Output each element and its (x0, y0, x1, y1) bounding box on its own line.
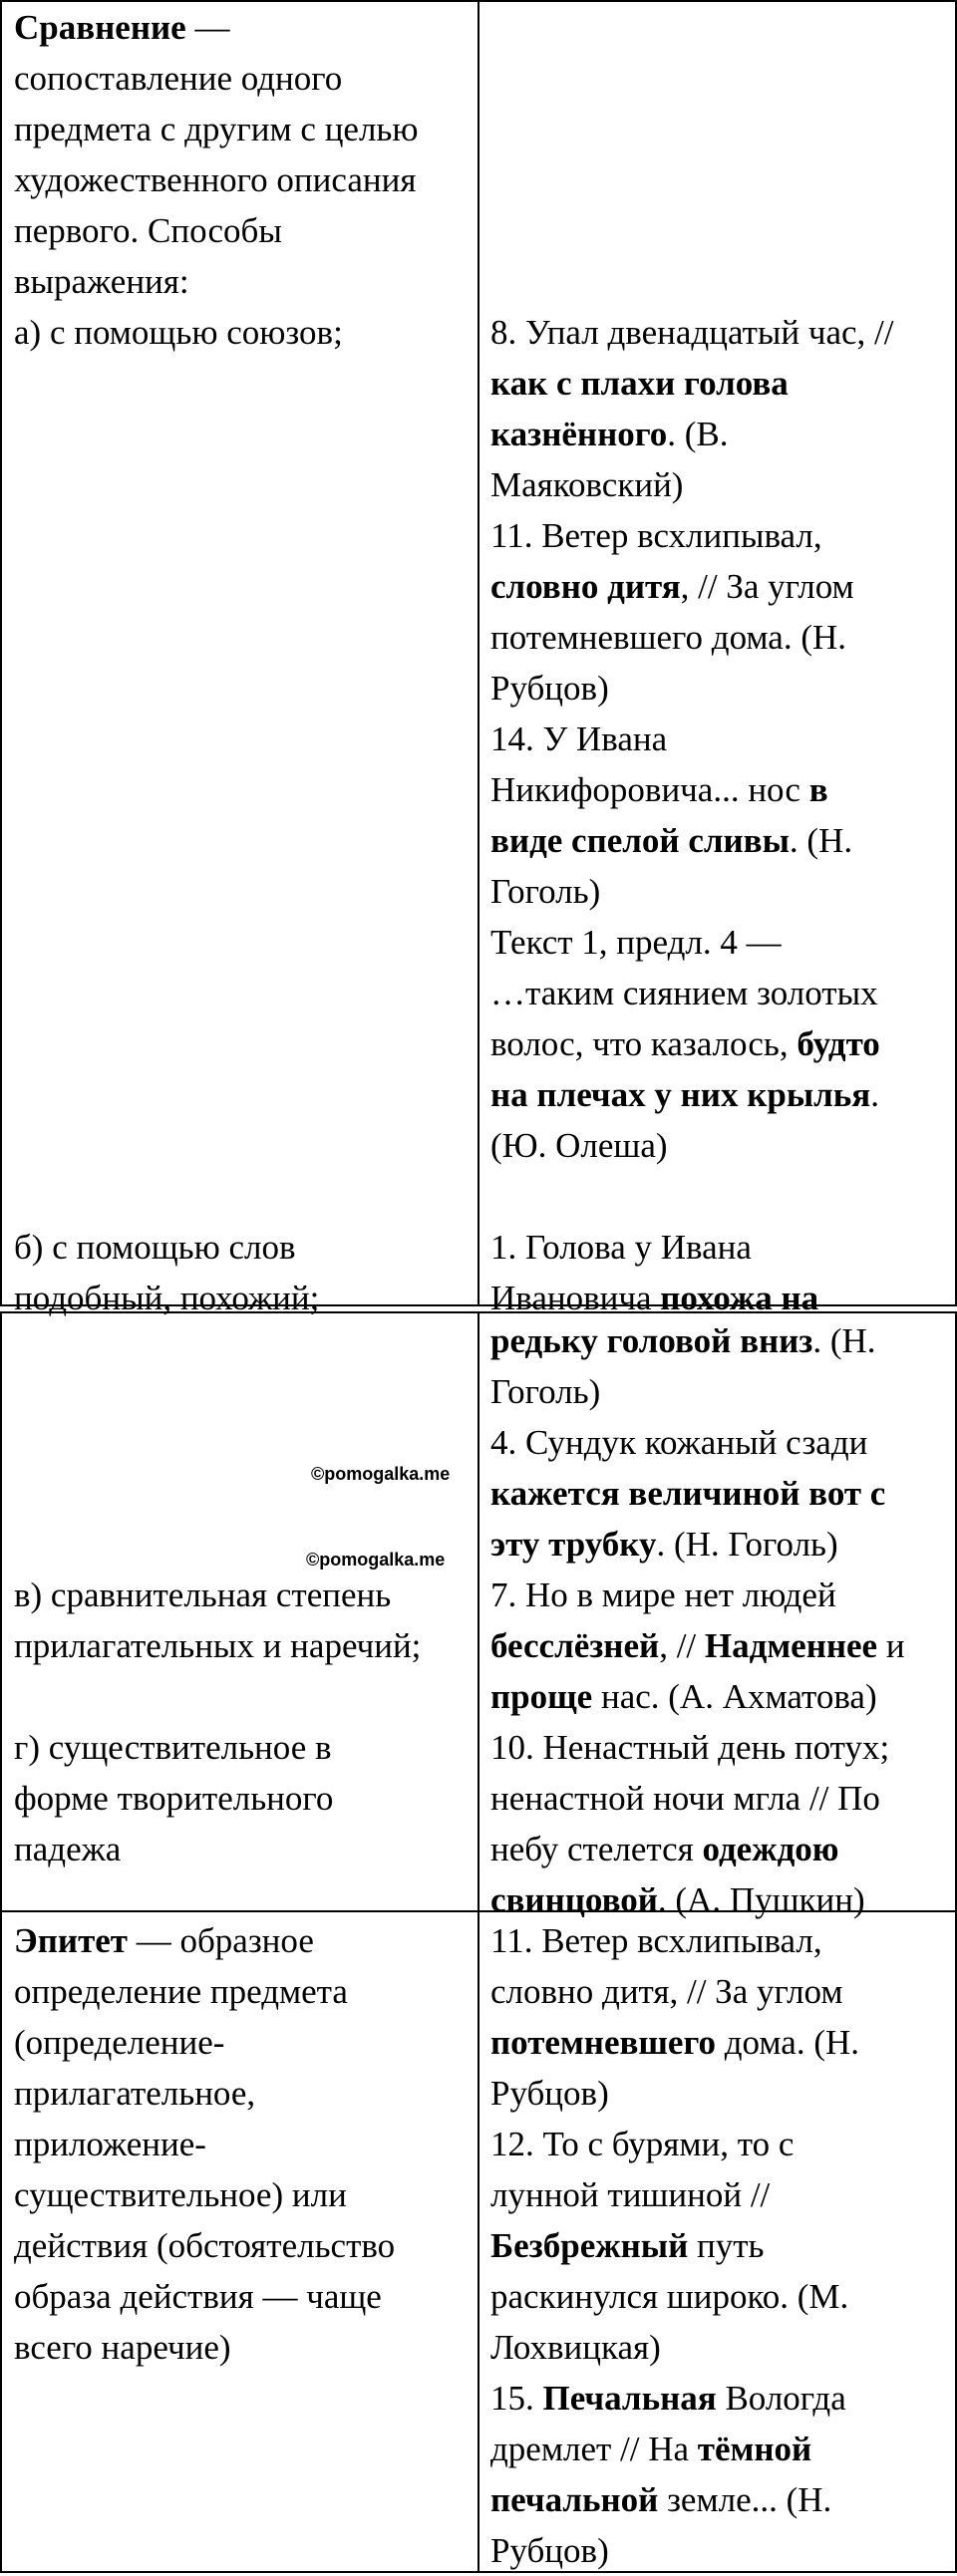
bold-text-run: Надменнее (704, 1626, 878, 1665)
text-run: . (Н. (812, 1321, 876, 1360)
text-run: 11. Ветер всхлипывал, (490, 1921, 822, 1960)
text-run: 15. (490, 2379, 543, 2418)
bold-text-run: бесслёзней (490, 1626, 660, 1665)
text-run: словно дитя, // За углом (490, 1972, 843, 2011)
text-line (490, 307, 894, 358)
text-line (14, 1069, 419, 1120)
bold-text-run: Безбрежный (490, 2226, 689, 2265)
text-line (490, 815, 894, 866)
text-line (14, 1966, 395, 2017)
text-line (490, 1315, 905, 1366)
text-line (490, 2, 894, 53)
text-line (14, 1366, 421, 1417)
text-run: (Ю. Олеша) (490, 1126, 668, 1165)
text-line (490, 1468, 905, 1519)
text-run: лунной тишиной // (490, 2175, 771, 2214)
text-run: образа действия — чаще (14, 2277, 382, 2316)
text-run: — (185, 8, 230, 47)
text-line (490, 1120, 894, 1171)
text-run: . (Н. Гоголь) (656, 1525, 838, 1564)
text-run: Лохвицкая) (490, 2328, 661, 2367)
text-run: б) с помощью слов (14, 1228, 296, 1267)
text-line (490, 561, 894, 612)
bold-text-run: Сравнение (14, 8, 186, 47)
text-run: . (А. Пушкин) (657, 1880, 865, 1919)
text-line (14, 663, 419, 714)
bold-text-run: как с плахи голова (490, 364, 789, 403)
table2-column-divider (478, 1311, 479, 2573)
text-line (14, 1171, 419, 1222)
text-line (490, 2119, 859, 2169)
text-line (490, 104, 894, 154)
text-line (14, 1722, 421, 1773)
text-line (490, 2525, 859, 2576)
text-line (490, 1773, 905, 1824)
text-line (14, 2169, 395, 2220)
text-run: Вологда (716, 2379, 846, 2418)
text-run: ненастной ночи мгла // По (490, 1779, 880, 1818)
text-run: 10. Ненастный день потух; (490, 1728, 890, 1767)
text-line (14, 205, 419, 256)
text-line (490, 2169, 859, 2220)
text-line (490, 1722, 905, 1773)
text-run: , // За углом (680, 567, 854, 606)
text-line (14, 2220, 395, 2271)
text-line (490, 917, 894, 968)
text-line (490, 1519, 905, 1570)
text-run: …таким сиянием золотых (490, 974, 878, 1012)
text-run: раскинулся широко. (М. (490, 2277, 849, 2316)
bold-text-run: словно дитя (490, 567, 681, 606)
bold-text-run: проще (490, 1677, 593, 1716)
bold-text-run: виде спелой сливы (490, 821, 790, 860)
text-run: 7. Но в мире нет людей (490, 1575, 836, 1614)
text-line (490, 1366, 905, 1417)
text-line (490, 1671, 905, 1722)
text-line (14, 154, 419, 205)
table2-right-cell-comparison (490, 1315, 905, 1925)
text-line (14, 104, 419, 154)
text-run: а) с помощью союзов; (14, 313, 343, 352)
text-line (14, 1824, 421, 1874)
text-line (490, 866, 894, 917)
text-line (490, 1570, 905, 1620)
bold-text-run: кажется величиной вот с (490, 1474, 886, 1513)
text-run: 8. Упал двенадцатый час, // (490, 313, 894, 352)
bold-text-run: казнённого (490, 415, 668, 453)
text-line (490, 510, 894, 561)
text-run: Ивановича (490, 1279, 661, 1317)
text-line (14, 1915, 395, 1966)
text-line (490, 1018, 894, 1069)
text-line (490, 764, 894, 815)
text-run: небу стелется (490, 1830, 703, 1868)
text-line (14, 612, 419, 663)
text-line (14, 1570, 421, 1620)
text-line (490, 714, 894, 764)
text-line (490, 1915, 859, 1966)
text-run: Никифоровича... нос (490, 770, 809, 809)
text-run: в) сравнительная степень (14, 1575, 392, 1614)
text-run: прилагательное, (14, 2074, 256, 2113)
text-line (14, 1417, 421, 1468)
text-line (490, 1222, 894, 1273)
text-run: земле... (Н. (658, 2480, 832, 2519)
table2-right-cell-epithet (490, 1915, 859, 2576)
text-run: действия (обстоятельство (14, 2226, 396, 2265)
text-line (490, 2322, 859, 2373)
text-run: форме творительного (14, 1779, 334, 1818)
text-line (14, 2271, 395, 2322)
watermark-text: ©pomogalka.me (311, 1464, 451, 1484)
text-line (14, 2119, 395, 2169)
bold-text-run: свинцовой (490, 1880, 658, 1919)
text-run: предмета с другим с целью (14, 110, 419, 148)
bold-text-run: эту трубку (490, 1525, 657, 1564)
text-run: — образное (128, 1921, 314, 1960)
text-run: первого. Способы (14, 211, 282, 250)
bold-text-run: будто (797, 1024, 880, 1063)
text-run: прилагательных и наречий; (14, 1626, 422, 1665)
text-line (490, 1417, 905, 1468)
table2-left-cell-comparison (14, 1315, 421, 1874)
text-line (490, 1069, 894, 1120)
text-line (490, 1824, 905, 1874)
text-line (490, 358, 894, 409)
text-run: 12. То с бурями, то с (490, 2125, 795, 2163)
bold-text-run: на плечах у них крылья (490, 1075, 871, 1114)
text-line (14, 714, 419, 764)
text-line (14, 764, 419, 815)
bold-text-run: Эпитет (14, 1921, 128, 1960)
table1-column-divider (478, 0, 479, 1306)
text-run: сопоставление одного (14, 59, 343, 98)
text-run: выражения: (14, 262, 189, 301)
bold-text-run: печальной (490, 2480, 659, 2519)
text-run: . (870, 1075, 879, 1114)
text-line (490, 53, 894, 104)
text-line (14, 917, 419, 968)
text-line (14, 1018, 419, 1069)
text-line (490, 2068, 859, 2119)
text-run: подобный, похожий; (14, 1279, 320, 1317)
text-run: существительное) или (14, 2175, 347, 2214)
text-line (490, 2373, 859, 2424)
text-run: дома. (Н. (715, 2023, 860, 2062)
text-run: , // (659, 1626, 705, 1665)
text-run: падежа (14, 1830, 122, 1868)
text-run: Гоголь) (490, 1372, 601, 1411)
text-run: путь (688, 2226, 765, 2265)
bold-text-run: Печальная (542, 2379, 717, 2418)
bold-text-run: тёмной (697, 2430, 812, 2468)
text-line (14, 968, 419, 1018)
text-line (14, 815, 419, 866)
table1-right-cell (490, 2, 894, 1323)
bold-text-run: в (808, 770, 828, 809)
text-run: Текст 1, предл. 4 — (490, 923, 782, 962)
text-run: . (Н. (789, 821, 853, 860)
text-line (14, 1620, 421, 1671)
text-run: Гоголь) (490, 872, 601, 911)
text-run: Рубцов) (490, 669, 609, 708)
text-line (14, 866, 419, 917)
text-line (14, 1120, 419, 1171)
text-run: Рубцов) (490, 2074, 609, 2113)
text-run: Маяковский) (490, 465, 684, 504)
text-line (14, 1315, 421, 1366)
text-line (490, 663, 894, 714)
text-run: Рубцов) (490, 2531, 609, 2570)
bold-text-run: одеждою (702, 1830, 839, 1868)
text-line (14, 1671, 421, 1722)
text-line (14, 409, 419, 459)
text-run: 11. Ветер всхлипывал, (490, 516, 822, 555)
text-run: определение предмета (14, 1972, 348, 2011)
text-line (490, 205, 894, 256)
text-line (490, 459, 894, 510)
text-run: всего наречие) (14, 2328, 231, 2367)
text-run: волос, что казалось, (490, 1024, 798, 1063)
text-line (490, 2271, 859, 2322)
watermark-text: ©pomogalka.me (306, 1550, 446, 1570)
text-line (14, 256, 419, 307)
bold-text-run: похожа на (660, 1279, 819, 1317)
text-run: г) существительное в (14, 1728, 332, 1767)
text-run: художественного описания (14, 160, 417, 199)
text-line (490, 2424, 859, 2474)
text-run: 4. Сундук кожаный сзади (490, 1423, 868, 1462)
bold-text-run: потемневшего (490, 2023, 716, 2062)
text-line (490, 2017, 859, 2068)
text-run: нас. (А. Ахматова) (592, 1677, 877, 1716)
text-line (14, 307, 419, 358)
bold-text-run: редьку головой вниз (490, 1321, 813, 1360)
text-line (14, 1222, 419, 1273)
text-line (14, 1773, 421, 1824)
text-line (14, 2, 419, 53)
text-run: дремлет // На (490, 2430, 698, 2468)
text-line (14, 561, 419, 612)
text-line (490, 1620, 905, 1671)
text-line (14, 459, 419, 510)
table1-left-cell (14, 2, 419, 1323)
text-run: приложение- (14, 2125, 206, 2163)
text-line (490, 154, 894, 205)
text-line (490, 2474, 859, 2525)
text-line (14, 2322, 395, 2373)
text-line (14, 2017, 395, 2068)
text-line (490, 612, 894, 663)
text-run: 14. У Ивана (490, 719, 668, 758)
text-line (490, 2220, 859, 2271)
text-run: 1. Голова у Ивана (490, 1228, 752, 1267)
text-line (14, 510, 419, 561)
text-line (490, 409, 894, 459)
text-line (490, 1171, 894, 1222)
text-line (14, 2068, 395, 2119)
text-line (14, 53, 419, 104)
text-run: потемневшего дома. (Н. (490, 618, 847, 657)
text-line (490, 968, 894, 1018)
table2-left-cell-epithet (14, 1915, 395, 2373)
text-run: (определение- (14, 2023, 225, 2062)
text-line (490, 256, 894, 307)
text-line (490, 1966, 859, 2017)
text-line (14, 358, 419, 409)
text-run: . (В. (667, 415, 729, 453)
text-run: и (877, 1626, 905, 1665)
